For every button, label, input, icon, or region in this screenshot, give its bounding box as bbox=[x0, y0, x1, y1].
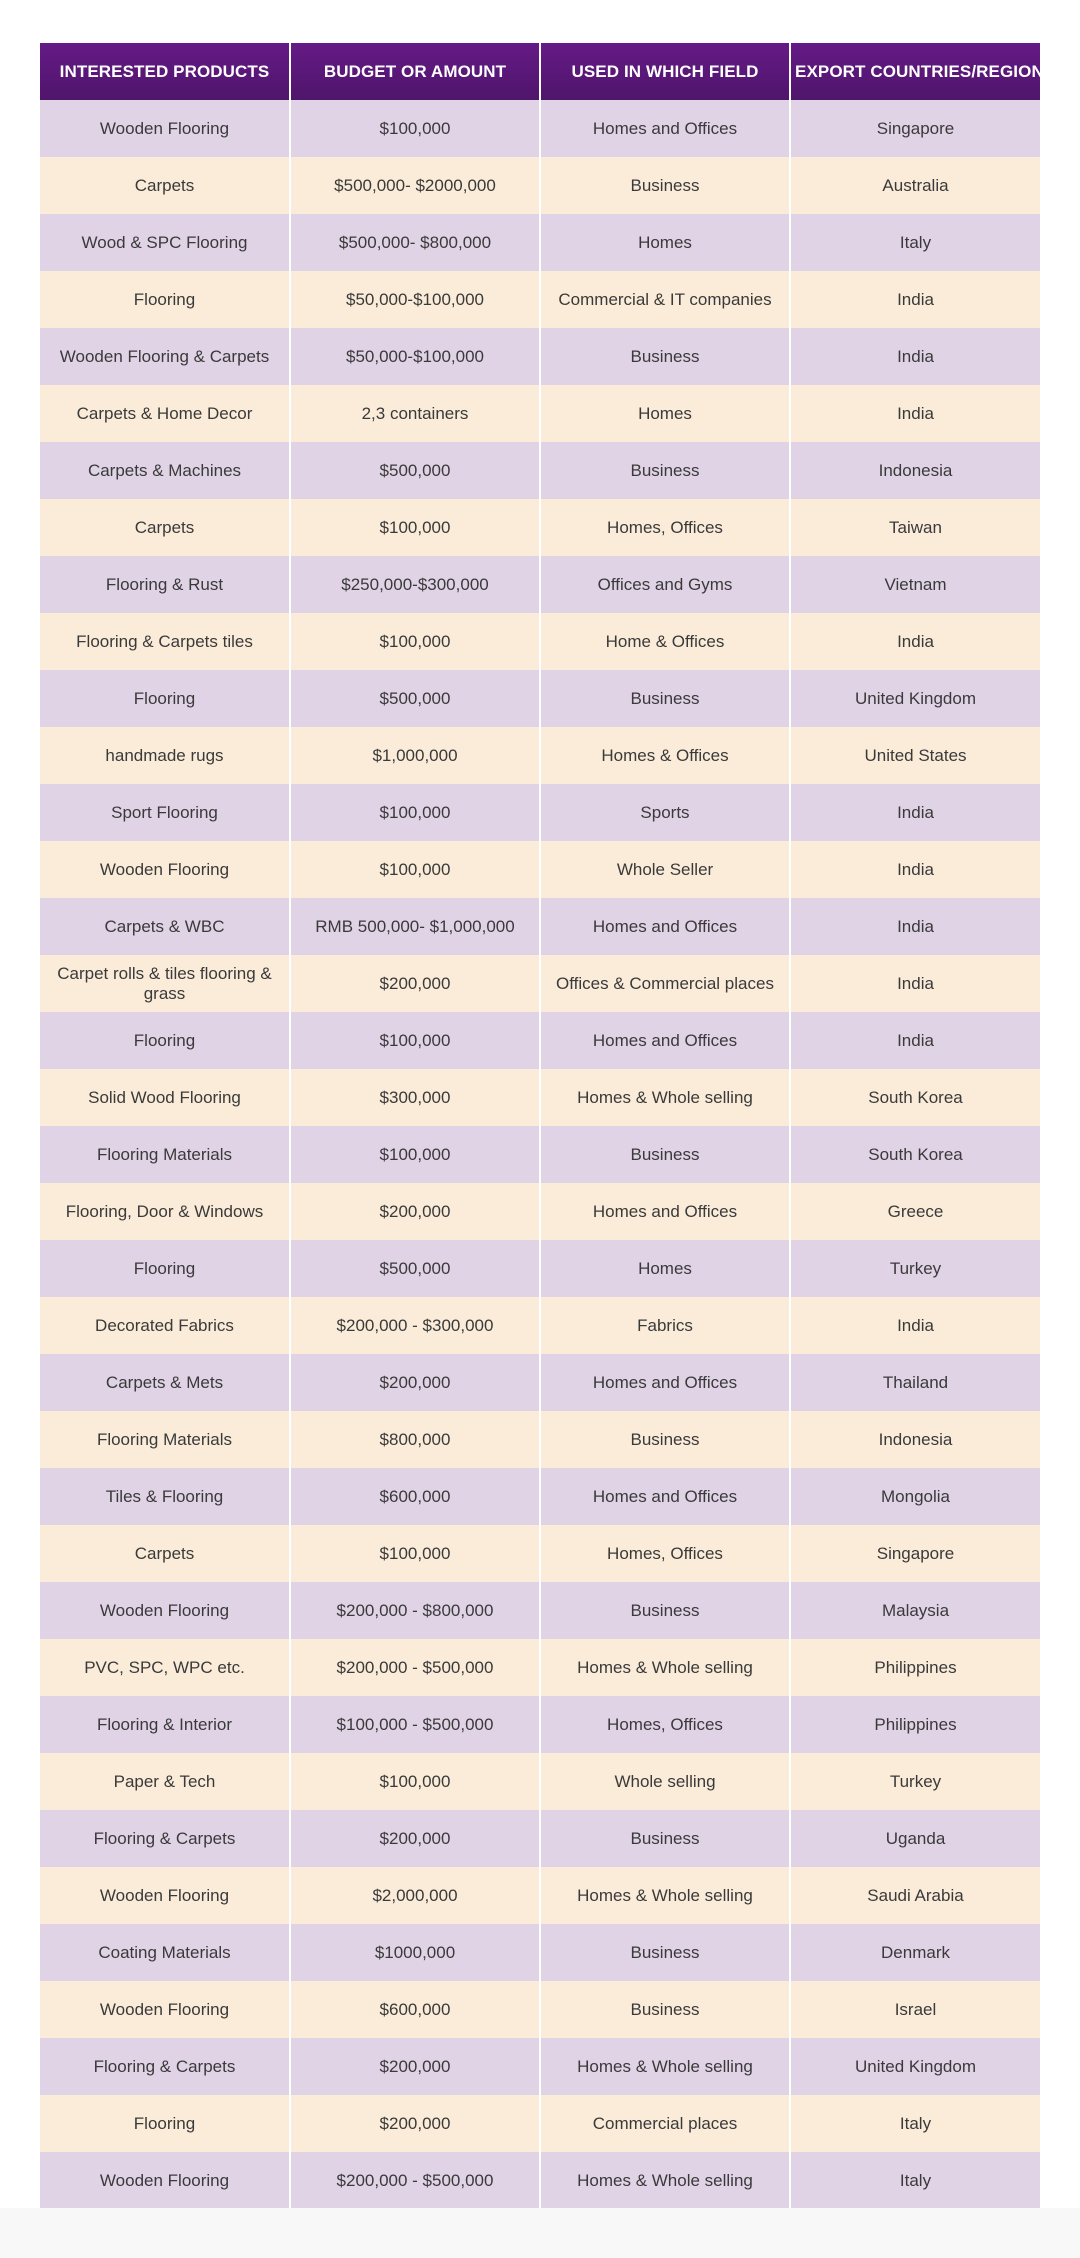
budget-cell: $50,000-$100,000 bbox=[290, 328, 540, 385]
product-cell: Carpets & WBC bbox=[40, 898, 290, 955]
budget-cell: $100,000 bbox=[290, 1525, 540, 1582]
field-cell: Homes & Whole selling bbox=[540, 1867, 790, 1924]
product-cell: Flooring & Carpets bbox=[40, 2038, 290, 2095]
country-cell: Uganda bbox=[790, 1810, 1040, 1867]
budget-cell: $200,000 bbox=[290, 1183, 540, 1240]
budget-cell: $100,000 bbox=[290, 1012, 540, 1069]
field-cell: Whole selling bbox=[540, 1753, 790, 1810]
budget-cell: $200,000 bbox=[290, 1354, 540, 1411]
field-cell: Business bbox=[540, 670, 790, 727]
product-cell: Tiles & Flooring bbox=[40, 1468, 290, 1525]
country-cell: Saudi Arabia bbox=[790, 1867, 1040, 1924]
field-cell: Business bbox=[540, 1924, 790, 1981]
field-cell: Business bbox=[540, 442, 790, 499]
field-cell: Commercial & IT companies bbox=[540, 271, 790, 328]
table-row bbox=[40, 1582, 1040, 1639]
table-row bbox=[40, 328, 1040, 385]
country-cell: Israel bbox=[790, 1981, 1040, 2038]
product-cell: PVC, SPC, WPC etc. bbox=[40, 1639, 290, 1696]
country-cell: Turkey bbox=[790, 1240, 1040, 1297]
product-cell: handmade rugs bbox=[40, 727, 290, 784]
budget-cell: $500,000 bbox=[290, 1240, 540, 1297]
product-cell: Flooring & Carpets tiles bbox=[40, 613, 290, 670]
country-cell: India bbox=[790, 1012, 1040, 1069]
field-cell: Homes and Offices bbox=[540, 1183, 790, 1240]
table-row bbox=[40, 841, 1040, 898]
buyers-table-container bbox=[40, 43, 1056, 2209]
budget-cell: $500,000 bbox=[290, 670, 540, 727]
product-cell: Wooden Flooring bbox=[40, 841, 290, 898]
country-cell: Italy bbox=[790, 214, 1040, 271]
field-cell: Whole Seller bbox=[540, 841, 790, 898]
budget-cell: $200,000 - $300,000 bbox=[290, 1297, 540, 1354]
country-cell: Australia bbox=[790, 157, 1040, 214]
header-budget-or-amount: BUDGET OR AMOUNT bbox=[290, 43, 540, 100]
country-cell: Italy bbox=[790, 2152, 1040, 2209]
table-row bbox=[40, 556, 1040, 613]
product-cell: Flooring Materials bbox=[40, 1411, 290, 1468]
budget-cell: $200,000 bbox=[290, 2038, 540, 2095]
field-cell: Business bbox=[540, 1411, 790, 1468]
field-cell: Business bbox=[540, 328, 790, 385]
country-cell: Italy bbox=[790, 2095, 1040, 2152]
field-cell: Homes & Whole selling bbox=[540, 1069, 790, 1126]
table-row bbox=[40, 1981, 1040, 2038]
budget-cell: $200,000 bbox=[290, 955, 540, 1012]
table-row bbox=[40, 214, 1040, 271]
budget-cell: $800,000 bbox=[290, 1411, 540, 1468]
table-row bbox=[40, 1696, 1040, 1753]
table-row bbox=[40, 1468, 1040, 1525]
table-row bbox=[40, 1639, 1040, 1696]
product-cell: Flooring bbox=[40, 670, 290, 727]
field-cell: Business bbox=[540, 1981, 790, 2038]
product-cell: Carpets bbox=[40, 1525, 290, 1582]
budget-cell: $100,000 - $500,000 bbox=[290, 1696, 540, 1753]
country-cell: India bbox=[790, 784, 1040, 841]
country-cell: Greece bbox=[790, 1183, 1040, 1240]
country-cell: India bbox=[790, 328, 1040, 385]
budget-cell: $100,000 bbox=[290, 613, 540, 670]
table-body bbox=[40, 100, 1040, 2209]
country-cell: South Korea bbox=[790, 1069, 1040, 1126]
product-cell: Flooring bbox=[40, 2095, 290, 2152]
field-cell: Homes & Whole selling bbox=[540, 2038, 790, 2095]
buyers-table bbox=[40, 43, 1056, 2209]
field-cell: Homes and Offices bbox=[540, 1354, 790, 1411]
table-row bbox=[40, 1354, 1040, 1411]
budget-cell: $100,000 bbox=[290, 784, 540, 841]
budget-cell: $100,000 bbox=[290, 841, 540, 898]
table-row bbox=[40, 385, 1040, 442]
table-row bbox=[40, 1924, 1040, 1981]
field-cell: Business bbox=[540, 1810, 790, 1867]
table-row bbox=[40, 1525, 1040, 1582]
table-row bbox=[40, 670, 1040, 727]
budget-cell: $100,000 bbox=[290, 499, 540, 556]
field-cell: Home & Offices bbox=[540, 613, 790, 670]
table-row bbox=[40, 898, 1040, 955]
field-cell: Business bbox=[540, 157, 790, 214]
product-cell: Paper & Tech bbox=[40, 1753, 290, 1810]
field-cell: Homes bbox=[540, 1240, 790, 1297]
field-cell: Homes & Whole selling bbox=[540, 2152, 790, 2209]
budget-cell: $100,000 bbox=[290, 100, 540, 157]
table-row bbox=[40, 2152, 1040, 2209]
header-used-in-which-field: USED IN WHICH FIELD bbox=[540, 43, 790, 100]
country-cell: Philippines bbox=[790, 1696, 1040, 1753]
product-cell: Wooden Flooring bbox=[40, 100, 290, 157]
country-cell: India bbox=[790, 841, 1040, 898]
product-cell: Flooring bbox=[40, 1012, 290, 1069]
table-row bbox=[40, 784, 1040, 841]
product-cell: Flooring, Door & Windows bbox=[40, 1183, 290, 1240]
field-cell: Homes and Offices bbox=[540, 1012, 790, 1069]
country-cell: India bbox=[790, 385, 1040, 442]
field-cell: Business bbox=[540, 1126, 790, 1183]
country-cell: Indonesia bbox=[790, 1411, 1040, 1468]
country-cell: United Kingdom bbox=[790, 2038, 1040, 2095]
country-cell: Denmark bbox=[790, 1924, 1040, 1981]
table-header bbox=[40, 43, 1056, 100]
header-export-countries-regions: EXPORT COUNTRIES/REGIONS bbox=[790, 43, 1040, 100]
budget-cell: $500,000- $800,000 bbox=[290, 214, 540, 271]
product-cell: Solid Wood Flooring bbox=[40, 1069, 290, 1126]
field-cell: Homes and Offices bbox=[540, 100, 790, 157]
product-cell: Decorated Fabrics bbox=[40, 1297, 290, 1354]
product-cell: Carpets & Home Decor bbox=[40, 385, 290, 442]
product-cell: Flooring & Interior bbox=[40, 1696, 290, 1753]
field-cell: Homes bbox=[540, 214, 790, 271]
field-cell: Homes & Whole selling bbox=[540, 1639, 790, 1696]
table-row bbox=[40, 1069, 1040, 1126]
budget-cell: $200,000 - $500,000 bbox=[290, 1639, 540, 1696]
country-cell: Singapore bbox=[790, 100, 1040, 157]
table-row bbox=[40, 1012, 1040, 1069]
product-cell: Wooden Flooring & Carpets bbox=[40, 328, 290, 385]
budget-cell: $1,000,000 bbox=[290, 727, 540, 784]
product-cell: Sport Flooring bbox=[40, 784, 290, 841]
table-row bbox=[40, 955, 1040, 1012]
header-row bbox=[40, 43, 1040, 100]
country-cell: Malaysia bbox=[790, 1582, 1040, 1639]
product-cell: Coating Materials bbox=[40, 1924, 290, 1981]
product-cell: Wooden Flooring bbox=[40, 1867, 290, 1924]
country-cell: United States bbox=[790, 727, 1040, 784]
country-cell: Philippines bbox=[790, 1639, 1040, 1696]
country-cell: Thailand bbox=[790, 1354, 1040, 1411]
table-row bbox=[40, 271, 1040, 328]
country-cell: India bbox=[790, 613, 1040, 670]
country-cell: Mongolia bbox=[790, 1468, 1040, 1525]
budget-cell: 2,3 containers bbox=[290, 385, 540, 442]
table-row bbox=[40, 727, 1040, 784]
table-row bbox=[40, 157, 1040, 214]
product-cell: Flooring Materials bbox=[40, 1126, 290, 1183]
field-cell: Offices & Commercial places bbox=[540, 955, 790, 1012]
product-cell: Wood & SPC Flooring bbox=[40, 214, 290, 271]
budget-cell: $500,000- $2000,000 bbox=[290, 157, 540, 214]
product-cell: Carpets & Mets bbox=[40, 1354, 290, 1411]
table-row bbox=[40, 1240, 1040, 1297]
product-cell: Carpets bbox=[40, 157, 290, 214]
budget-cell: $200,000 bbox=[290, 1810, 540, 1867]
table-row bbox=[40, 613, 1040, 670]
product-cell: Carpets bbox=[40, 499, 290, 556]
product-cell: Carpet rolls & tiles flooring & grass bbox=[40, 955, 290, 1012]
product-cell: Wooden Flooring bbox=[40, 1981, 290, 2038]
table-row bbox=[40, 442, 1040, 499]
field-cell: Homes & Offices bbox=[540, 727, 790, 784]
table-row bbox=[40, 1753, 1040, 1810]
page-bottom-area bbox=[0, 2208, 1080, 2258]
field-cell: Sports bbox=[540, 784, 790, 841]
country-cell: India bbox=[790, 271, 1040, 328]
product-cell: Wooden Flooring bbox=[40, 1582, 290, 1639]
product-cell: Flooring & Carpets bbox=[40, 1810, 290, 1867]
table-row bbox=[40, 1411, 1040, 1468]
table-row bbox=[40, 1810, 1040, 1867]
table-row bbox=[40, 499, 1040, 556]
budget-cell: $200,000 - $500,000 bbox=[290, 2152, 540, 2209]
country-cell: India bbox=[790, 898, 1040, 955]
table-row bbox=[40, 1126, 1040, 1183]
field-cell: Fabrics bbox=[540, 1297, 790, 1354]
field-cell: Homes and Offices bbox=[540, 898, 790, 955]
budget-cell: $500,000 bbox=[290, 442, 540, 499]
budget-cell: $200,000 bbox=[290, 2095, 540, 2152]
product-cell: Flooring & Rust bbox=[40, 556, 290, 613]
country-cell: Vietnam bbox=[790, 556, 1040, 613]
field-cell: Homes bbox=[540, 385, 790, 442]
field-cell: Homes, Offices bbox=[540, 1696, 790, 1753]
product-cell: Carpets & Machines bbox=[40, 442, 290, 499]
field-cell: Offices and Gyms bbox=[540, 556, 790, 613]
field-cell: Business bbox=[540, 1582, 790, 1639]
country-cell: Turkey bbox=[790, 1753, 1040, 1810]
table-row bbox=[40, 1183, 1040, 1240]
budget-cell: $100,000 bbox=[290, 1753, 540, 1810]
field-cell: Commercial places bbox=[540, 2095, 790, 2152]
country-cell: Indonesia bbox=[790, 442, 1040, 499]
country-cell: India bbox=[790, 1297, 1040, 1354]
table-row bbox=[40, 2095, 1040, 2152]
field-cell: Homes, Offices bbox=[540, 1525, 790, 1582]
budget-cell: $50,000-$100,000 bbox=[290, 271, 540, 328]
country-cell: India bbox=[790, 955, 1040, 1012]
budget-cell: $1000,000 bbox=[290, 1924, 540, 1981]
header-interested-products: INTERESTED PRODUCTS bbox=[40, 43, 290, 100]
budget-cell: $200,000 - $800,000 bbox=[290, 1582, 540, 1639]
country-cell: South Korea bbox=[790, 1126, 1040, 1183]
field-cell: Homes and Offices bbox=[540, 1468, 790, 1525]
product-cell: Wooden Flooring bbox=[40, 2152, 290, 2209]
budget-cell: $2,000,000 bbox=[290, 1867, 540, 1924]
budget-cell: $250,000-$300,000 bbox=[290, 556, 540, 613]
budget-cell: $600,000 bbox=[290, 1468, 540, 1525]
budget-cell: $600,000 bbox=[290, 1981, 540, 2038]
country-cell: United Kingdom bbox=[790, 670, 1040, 727]
budget-cell: $300,000 bbox=[290, 1069, 540, 1126]
country-cell: Taiwan bbox=[790, 499, 1040, 556]
country-cell: Singapore bbox=[790, 1525, 1040, 1582]
field-cell: Homes, Offices bbox=[540, 499, 790, 556]
budget-cell: $100,000 bbox=[290, 1126, 540, 1183]
table-row bbox=[40, 1867, 1040, 1924]
product-cell: Flooring bbox=[40, 1240, 290, 1297]
table-row bbox=[40, 2038, 1040, 2095]
product-cell: Flooring bbox=[40, 271, 290, 328]
table-row bbox=[40, 100, 1040, 157]
budget-cell: RMB 500,000- $1,000,000 bbox=[290, 898, 540, 955]
table-row bbox=[40, 1297, 1040, 1354]
